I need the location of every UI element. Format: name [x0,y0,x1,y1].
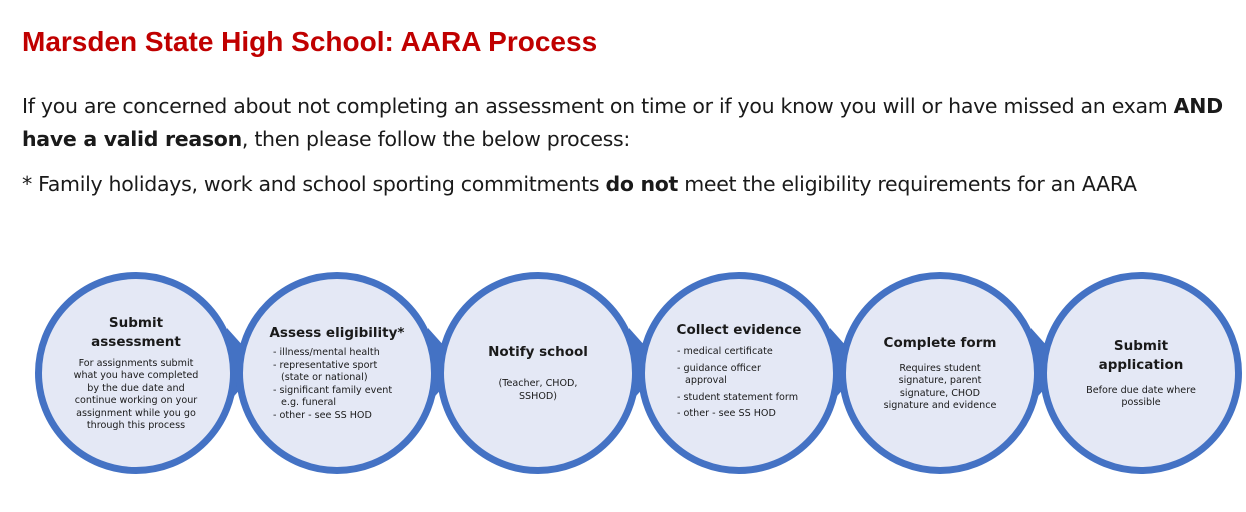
list-item: - representative sport (state or national) [273,359,378,383]
step-notify-school [437,272,639,474]
step-title: Collect evidence [676,322,802,339]
list-item: - other - see SS HOD [273,409,372,421]
process-flow [0,268,1246,482]
step-title: Notify school [488,344,588,360]
list-item: - guidance officer approval [677,362,761,387]
list-item: - significant family event e.g. funeral [273,384,393,408]
list-item: - medical certificate [677,346,773,358]
page-title: Marsden State High School: AARA Process [22,26,598,57]
note-bold: do not [605,172,679,196]
step-title: Assess eligibility* [269,325,405,341]
list-item: - student statement form [677,391,799,403]
step-submit-application [1040,272,1242,474]
list-item: - other - see SS HOD [677,408,776,420]
intro-paragraph [22,90,1237,156]
step-description: For assignments submit what you have completed by the due date and continue working on your assignment while you go through this process [73,357,199,431]
step-title: Submit assessment [91,314,181,350]
step-description: Before due date where possible [1086,384,1196,408]
step-description: Requires student signature, parent signature, CHOD signature and evidence [883,362,997,411]
intro-text [22,90,1237,201]
list-item: - illness/mental health [273,347,380,358]
step-title: Complete form [883,334,997,351]
step-bullet-list [271,347,403,422]
step-collect-evidence [638,272,840,474]
intro-line-start: If you are concerned about not completing an assessment on time or if you know you will or have missed an exam [22,94,1174,118]
note-end: meet the eligibility requirements for an AARA [678,172,1137,196]
intro-line-end: , then please follow the below process: [241,127,631,151]
step-assess-eligibility [236,272,438,474]
step-description: (Teacher, CHOD, SSHOD) [498,378,578,402]
eligibility-note [22,168,1237,201]
step-complete-form [839,272,1041,474]
step-title: Submit application [1098,337,1184,373]
step-submit-assessment [35,272,237,474]
note-start: * Family holidays, work and school sporting commitments [22,172,606,196]
step-bullet-list [675,346,803,425]
intro-line-bold: AND have a valid reason [22,94,1223,151]
